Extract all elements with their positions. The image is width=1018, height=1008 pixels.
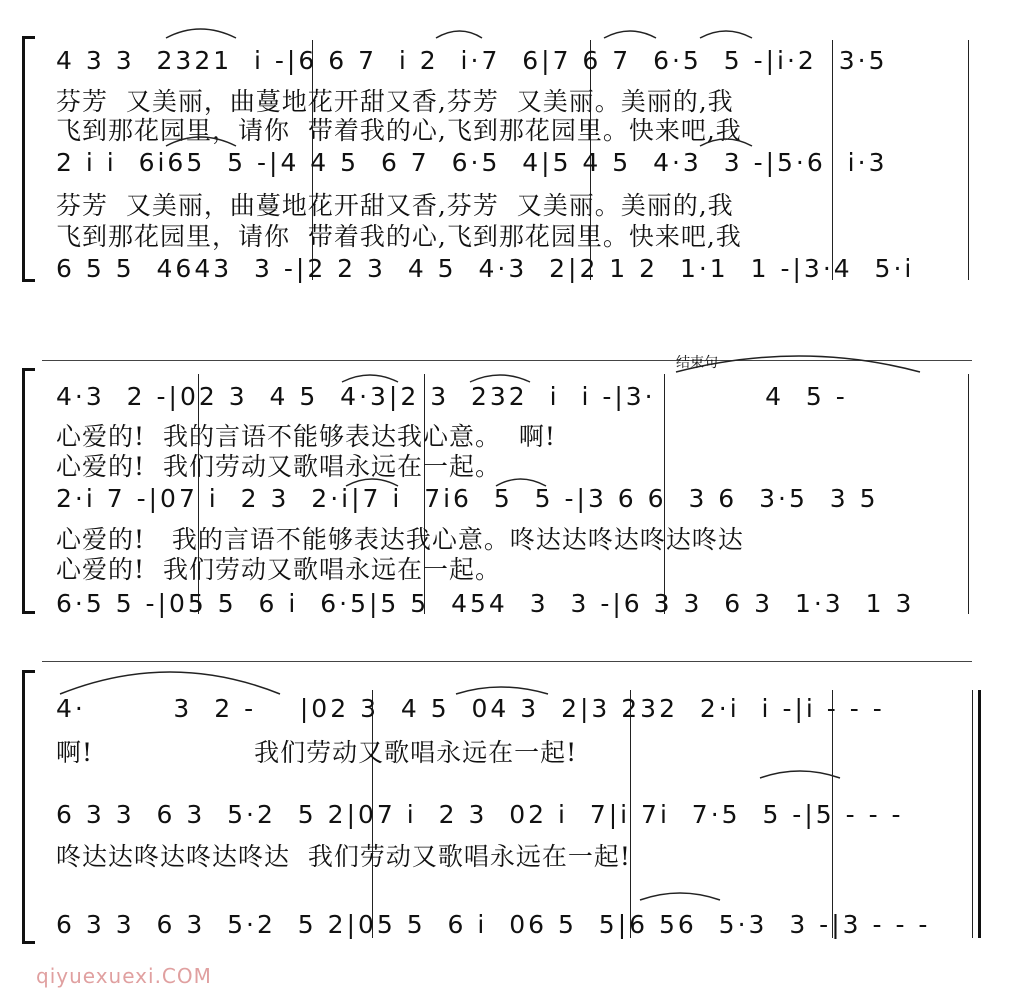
notation-row: 2 i i 6i65 5 -|4 4 5 6 7 6·5 4|5 4 5 4·3 3 -|5·6 i·3 [56,148,888,177]
barline [968,374,969,614]
barline [968,40,969,280]
lyric-row: 咚达达咚达咚达咚达 我们劳动又歌唱永远在一起! [56,842,631,871]
system-bracket [22,670,35,944]
notation-row: 2·i 7 -|07 i 2 3 2·i|7 i 7i6 5 5 -|3 6 6 3 6 3·5 3 5 [56,484,879,513]
lyric-row: 心爱的! 我们劳动又歌唱永远在一起。 [56,452,501,481]
system-bracket [22,368,35,614]
notation-row: 6 3 3 6 3 5·2 5 2|05 5 6 i 06 5 5|6 56 5·3 3 -|3 - - - [56,910,931,939]
watermark: qiyuexuexi.COM [36,964,212,988]
final-barline-thin [972,690,973,938]
final-barline-thick [978,690,981,938]
lyric-row: 心爱的! 我们劳动又歌唱永远在一起。 [56,555,501,584]
lyric-row: 啊! 我们劳动又歌唱永远在一起! [56,738,578,767]
ending-phrase-label: 结束句 [676,355,718,371]
lyric-row: 心爱的! 我的言语不能够表达我心意。咚达达咚达咚达咚达 [56,525,744,554]
staff-topline [42,360,972,361]
lyric-row: 芬芳 又美丽，曲蔓地花开甜又香,芬芳 又美丽。美丽的,我 [56,87,734,116]
notation-row: 4· 3 2 - |02 3 4 5 04 3 2|3 232 2·i i -|i - - - [56,694,885,723]
lyric-row: 飞到那花园里，请你 带着我的心,飞到那花园里。快来吧,我 [56,116,742,145]
notation-row: 6 3 3 6 3 5·2 5 2|07 i 2 3 02 i 7|i 7i 7·5 5 -|5 - - - [56,800,904,829]
lyric-row: 心爱的! 我的言语不能够表达我心意。 啊! [56,422,556,451]
notation-row: 4·3 2 -|02 3 4 5 4·3|2 3 232 i i -|3· 4 5 - [56,382,848,411]
lyric-row: 芬芳 又美丽，曲蔓地花开甜又香,芬芳 又美丽。美丽的,我 [56,191,734,220]
notation-row: 6 5 5 4643 3 -|2 2 3 4 5 4·3 2|2 1 2 1·1 1 -|3·4 5·i [56,254,915,283]
lyric-row: 飞到那花园里，请你 带着我的心,飞到那花园里。快来吧,我 [56,222,742,251]
notation-row: 4 3 3 2321 i -|6 6 7 i 2 i·7 6|7 6 7 6·5 5 -|i·2 3·5 [56,46,888,75]
system-bracket [22,36,35,282]
staff-topline [42,661,972,662]
notation-row: 6·5 5 -|05 5 6 i 6·5|5 5 454 3 3 -|6 3 3 6 3 1·3 1 3 [56,589,915,618]
